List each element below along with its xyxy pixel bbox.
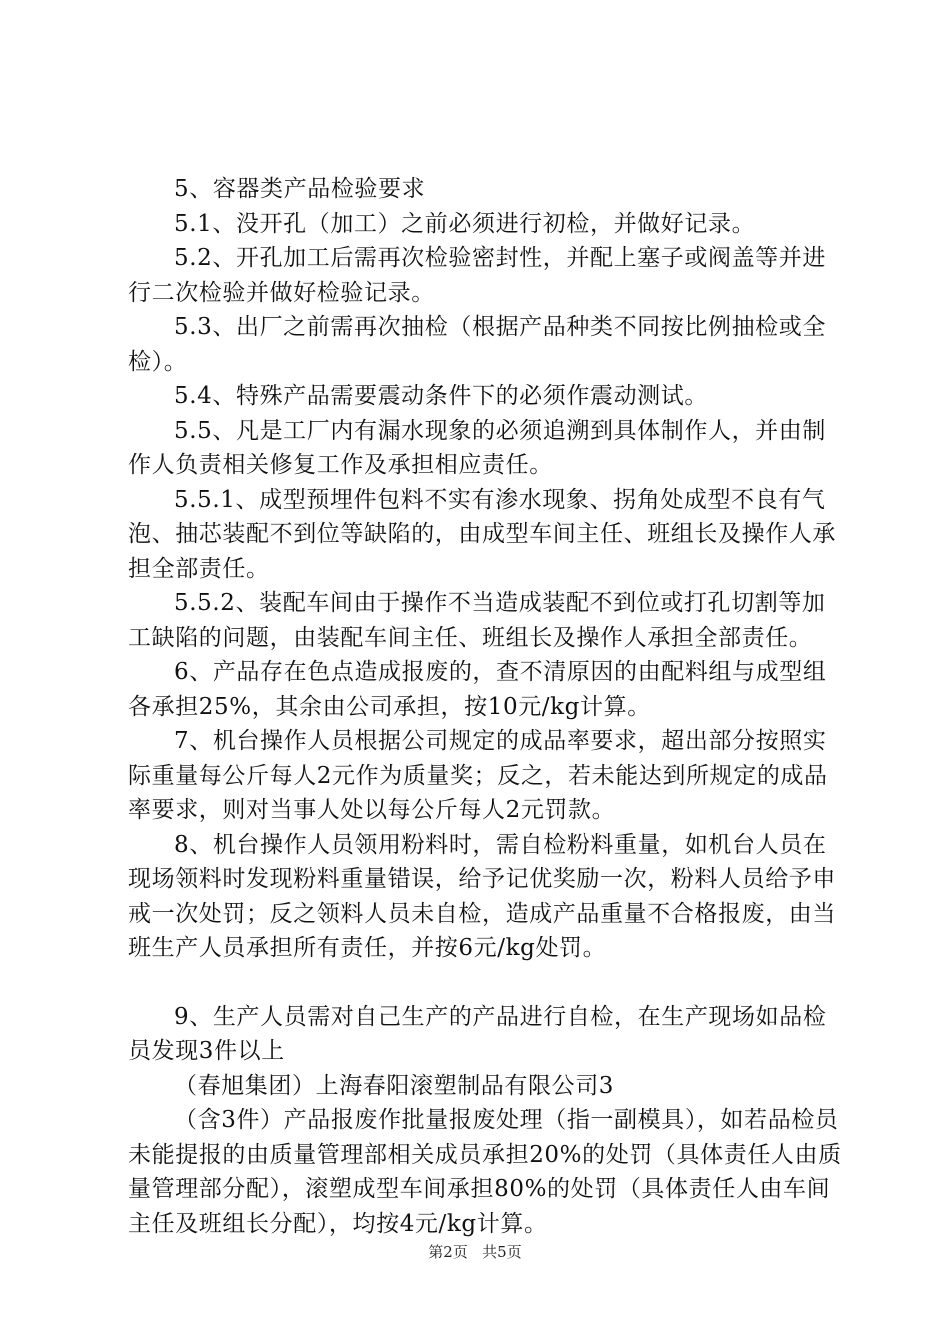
page-footer: [0, 1242, 950, 1262]
clause-5-3: 5.3、出厂之前需再次抽检（根据产品种类不同按比例抽检或全检）。: [128, 314, 826, 375]
clause-5-2: 5.2、开孔加工后需再次检验密封性，并配上塞子或阀盖等并进行二次检验并做好检验记录。: [128, 245, 826, 306]
company-header-line: （春旭集团）上海春阳滚塑制品有限公司3: [174, 1072, 615, 1099]
page-total: 共5页: [482, 1243, 522, 1261]
clause-5-5: 5.5、凡是工厂内有漏水现象的必须追溯到具体制作人，并由制作人负责相关修复工作及承担相应责任。: [128, 417, 826, 478]
clause-7: 7、机台操作人员根据公司规定的成品率要求，超出部分按照实际重量每公斤每人2元作为质量奖；反之，若未能达到所规定的成品率要求，则对当事人处以每公斤每人2元罚款。: [128, 728, 828, 823]
clause-9: 9、生产人员需对自己生产的产品进行自检，在生产现场如品检员发现3件以上: [128, 1003, 827, 1064]
document-body: [128, 172, 848, 1241]
clause-5-1: 5.1、没开孔（加工）之前必须进行初检，并做好记录。: [174, 210, 756, 237]
footer-spacer: [473, 1243, 478, 1261]
clause-9-continued: （含3件）产品报废作批量报废处理（指一副模具），如若品检员未能提报的由质量管理部相关成员承担20%的处罚（具体责任人由质量管理部分配），滚塑成型车间承担80%的处罚（具体责任人由车间主任及班组长分配），均按4元/kg计算。: [128, 1107, 842, 1237]
page-number: 第2页: [428, 1243, 468, 1261]
clause-5-5-1: 5.5.1、成型预埋件包料不实有渗水现象、拐角处成型不良有气泡、抽芯装配不到位等缺陷的，由成型车间主任、班组长及操作人承担全部责任。: [128, 486, 836, 582]
clause-6: 6、产品存在色点造成报废的，查不清原因的由配料组与成型组各承担25%，其余由公司承担，按10元/kg计算。: [128, 659, 827, 720]
clause-5-4: 5.4、特殊产品需要震动条件下的必须作震动测试。: [174, 383, 708, 409]
clause-8: 8、机台操作人员领用粉料时，需自检粉料重量，如机台人员在现场领料时发现粉料重量错误，给予记优奖励一次，粉料人员给予申戒一次处罚；反之领料人员未自检，造成产品重量不合格报废，由当班生产人员承担所有责任，并按6元/kg处罚。: [128, 831, 836, 961]
clause-5-5-2: 5.5.2、装配车间由于操作不当造成装配不到位或打孔切割等加工缺陷的问题，由装配车间主任、班组长及操作人承担全部责任。: [128, 590, 826, 651]
section-5-heading: 5、容器类产品检验要求: [174, 176, 426, 202]
